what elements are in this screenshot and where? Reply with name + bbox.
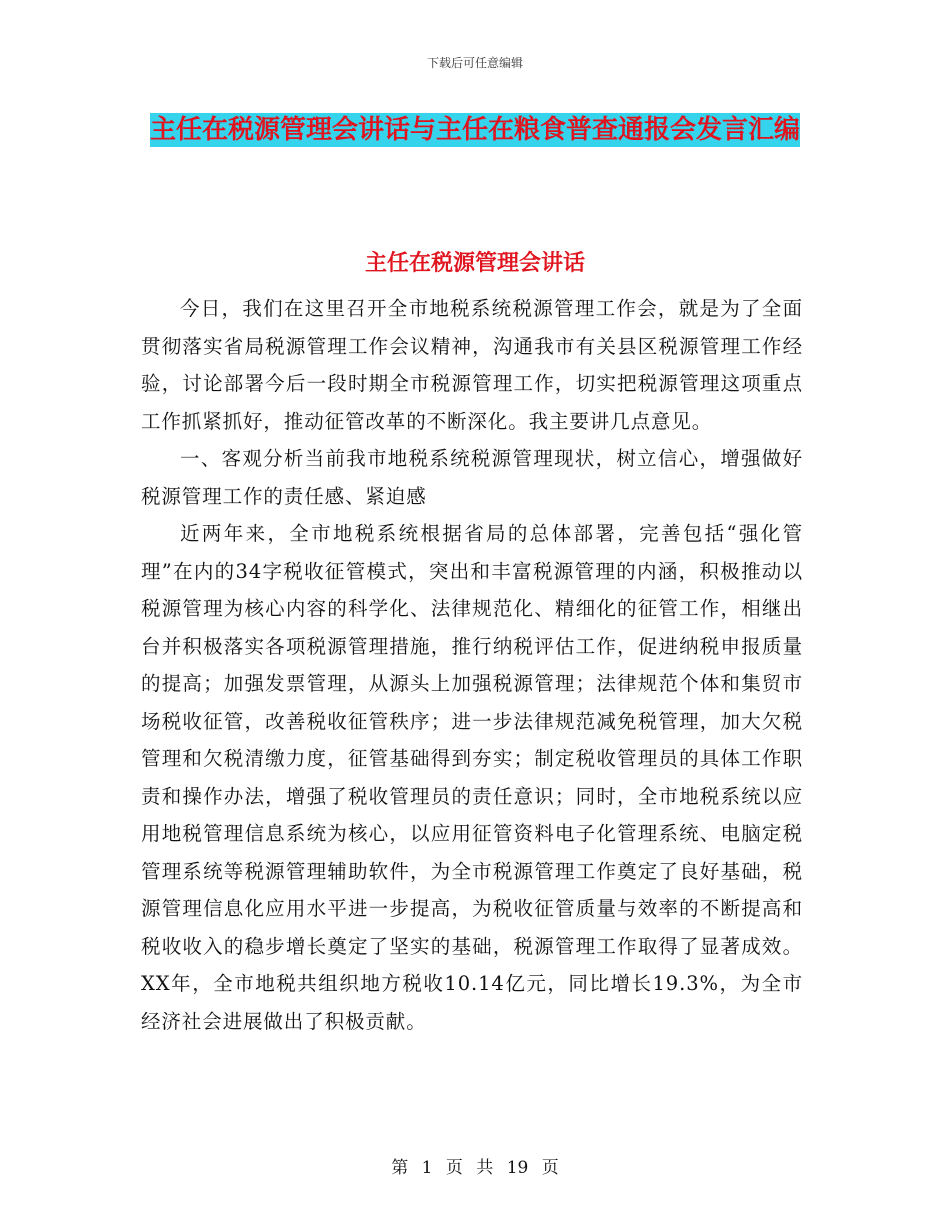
paragraph: 一、客观分析当前我市地税系统税源管理现状，树立信心，增强做好税源管理工作的责任感、紧迫感 xyxy=(141,447,803,508)
section-title: 主任在税源管理会讲话 xyxy=(364,250,585,276)
paragraph: 今日，我们在这里召开全市地税系统税源管理工作会，就是为了全面贯彻落实省局税源管理工作会议精神，沟通我市有关县区税源管理工作经验，讨论部署今后一段时期全市税源管理工作，切实把税源管理这项重点工作抓紧抓好，推动征管改革的不断深化。我主要讲几点意见。 xyxy=(141,297,803,433)
page-label-prefix: 第 xyxy=(391,1158,409,1178)
page-current: 1 xyxy=(421,1158,433,1178)
page-footer xyxy=(0,1153,950,1178)
document-title-text: 主任在税源管理会讲话与主任在粮食普查通报会发言汇编 xyxy=(149,115,800,145)
page-label-mid: 页 xyxy=(445,1158,463,1178)
page-total-prefix: 共 xyxy=(476,1158,494,1178)
document-body xyxy=(141,290,803,1040)
page-label-suffix: 页 xyxy=(541,1158,559,1178)
paragraph: 近两年来，全市地税系统根据省局的总体部署，完善包括“强化管理”在内的34字税收征管模式，突出和丰富税源管理的内涵，积极推动以税源管理为核心内容的科学化、法律规范化、精细化的征管工作，相继出台并积极落实各项税源管理措施，推行纳税评估工作，促进纳税申报质量的提高；加强发票管理，从源头上加强税源管理；法律规范个体和集贸市场税收征管，改善税收征管秩序；进一步法律规范减免税管理，加大欠税管理和欠税清缴力度，征管基础得到夯实；制定税收管理员的具体工作职责和操作办法，增强了税收管理员的责任意识；同时，全市地税系统以应用地税管理信息系统为核心，以应用征管资料电子化管理系统、电脑定税管理系统等税源管理辅助软件，为全市税源管理工作奠定了良好基础，税源管理信息化应用水平进一步提高，为税收征管质量与效率的不断提高和税收收入的稳步增长奠定了坚实的基础，税源管理工作取得了显著成效。XX年，全市地税共组织地方税收10.14亿元，同比增长19.3%，为全市经济社会进展做出了积极贡献。 xyxy=(141,522,803,1033)
page-total: 19 xyxy=(506,1158,529,1178)
document-title xyxy=(140,108,810,152)
header-note: 下载后可任意编辑 xyxy=(426,56,523,70)
